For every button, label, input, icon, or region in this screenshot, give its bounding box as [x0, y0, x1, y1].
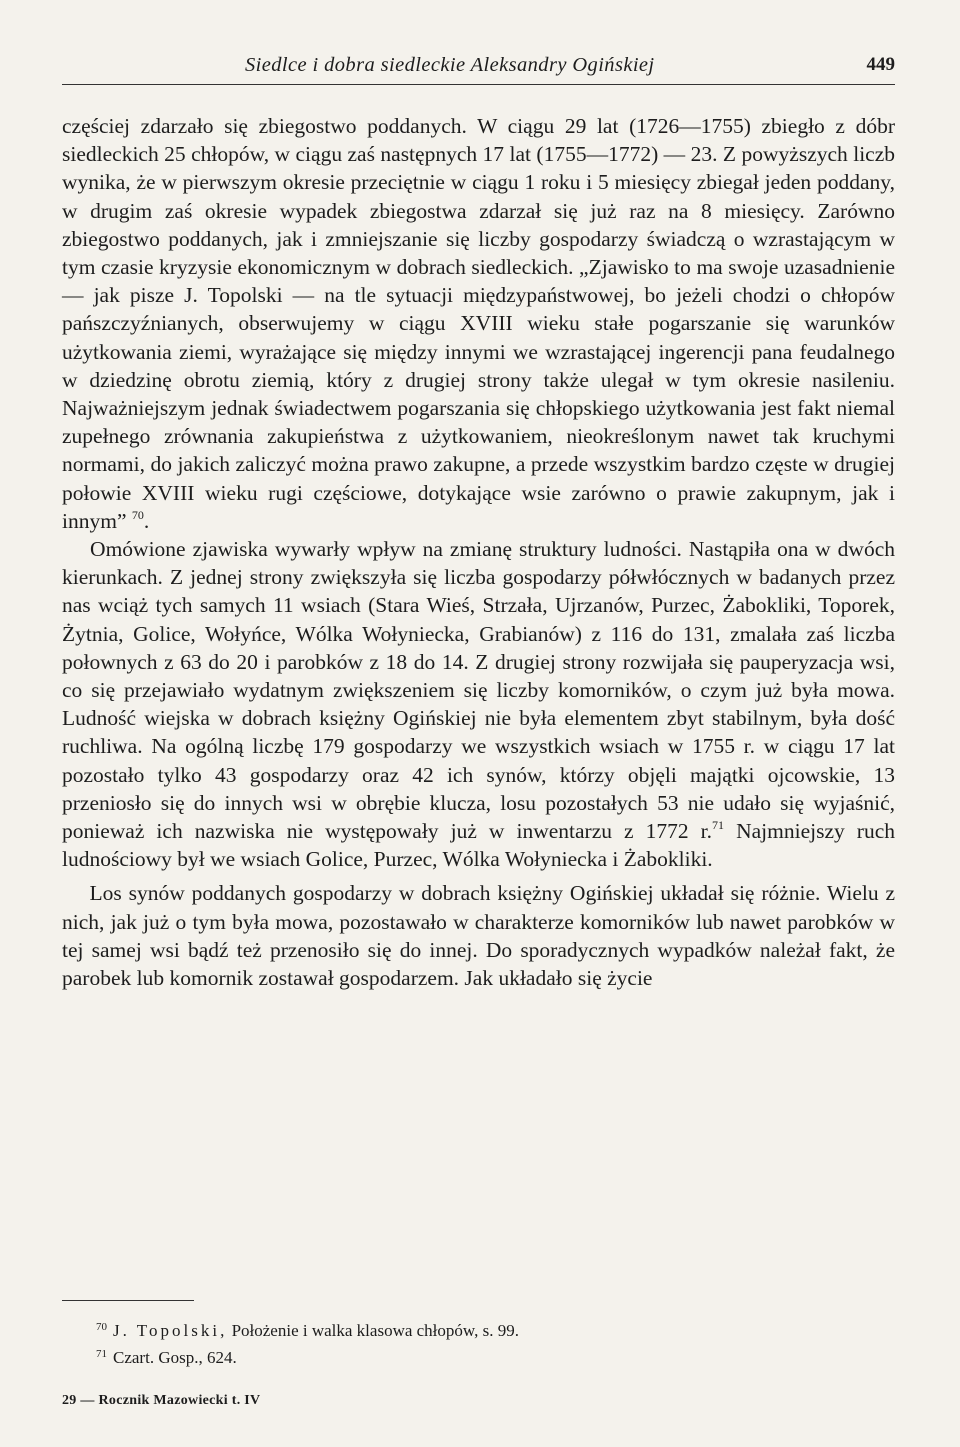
footnote-70 [96, 1316, 876, 1343]
footnote-number: 70 [96, 1321, 107, 1333]
footnote-text: Czart. Gosp., 624. [113, 1347, 237, 1367]
running-title: Siedlce i dobra siedleckie Aleksandry Ogińskiej [245, 54, 655, 76]
footnote-ref-71: 71 [712, 818, 725, 833]
paragraph-2 [62, 535, 895, 873]
paragraph-3-text: Los synów poddanych gospodarzy w dobrach księżny Ogińskiej układał się różnie. Wielu z nich, jak już o tym była mowa, pozostawało w charakterze komorników lub nawet parobków w tej samej wsi bądź też przenosiło się do innej. Do sporadycznych wypadków należał fakt, że parobek lub komornik zostawał gospodarzem. Jak układało się życie [62, 881, 896, 991]
page-number: 449 [866, 54, 895, 75]
footnote-text: Położenie i walka klasowa chłopów, s. 99. [231, 1321, 519, 1340]
paragraph-1-text: częściej zdarzało się zbiegostwo poddanych. W ciągu 29 lat (1726—1755) zbiegło z dóbr siedleckich 25 chłopów, w ciągu zaś następnych 17 lat (1755—1772) — 23. Z powyższych liczb wynika, że w pierwszym okresie przeciętnie w ciągu 1 roku i 5 miesięcy zbiegał jeden poddany, w drugim zaś okresie wypadek zbiegostwa zdarzał się już raz na 8 miesięcy. Zarówno zbiegostwo poddanych, jak i zmniejszanie się liczby gospodarzy świadczą o wzrastającym w tym czasie kryzysie ekonomicznym w dobrach siedleckich. „Zjawisko to ma swoje uzasadnienie — jak pisze J. Topolski — na tle sytuacji międzypaństwowej, bo jeżeli chodzi o chłopów pańszczyźnianych, obserwujemy w ciągu XVIII wieku stałe pogarszanie się warunków użytkowania ziemi, wyrażające się między innymi we wzrastającej ingerencji pana feudalnego w dziedzinę obrotu ziemią, który z drugiej strony także ulegał w tym okresie nasileniu. Najważniejszym jednak świadectwem pogarszania się chłopskiego użytkowania jest fakt niemal zupełnego zrównania zakupieństwa z użytkowaniem, nieokreślonym nawet tak kruchymi normami, do jakich zaliczyć można prawo zakupne, a przede wszystkim bardzo częste w drugiej połowie XVIII wieku rugi częściowe, dotykające wsie zarówno o prawie zakupnym, jak i innym” [62, 114, 895, 533]
footnote-71 [96, 1343, 876, 1370]
footnotes [96, 1316, 876, 1369]
footnote-ref-70: 70 [131, 507, 144, 522]
paragraph-1: częściej zdarzało się zbiegostwo poddanych. W ciągu 29 lat (1726—1755) zbiegło z dóbr siedleckich 25 chłopów, w ciągu zaś następnych 17 lat (1755—1772) — 23. Z powyższych liczb wynika, że w pierwszym okresie przeciętnie w ciągu 1 roku i 5 miesięcy zbiegał jeden poddany, w drugim zaś okresie wypadek zbiegostwa zdarzał się już raz na 8 miesięcy. Zarówno zbiegostwo poddanych, jak i zmniejszanie się liczby gospodarzy świadczą o wzrastającym w tym czasie kryzysie ekonomicznym w dobrach siedleckich. „Zjawisko to ma swoje uzasadnienie — jak pisze J. Topolski — na tle sytuacji międzypaństwowej, bo jeżeli chodzi o chłopów pańszczyźnianych, obserwujemy w ciągu XVIII wieku stałe pogarszanie się warunków użytkowania ziemi, wyrażające się między innymi we wzrastającej ingerencji pana feudalnego w dziedzinę obrotu ziemią, który z drugiej strony także ulegał w tym okresie nasileniu. Najważniejszym jednak świadectwem pogarszania się chłopskiego użytkowania jest fakt niemal zupełnego zrównania zakupieństwa z użytkowaniem, nieokreślonym nawet tak kruchymi normami, do jakich zaliczyć można prawo zakupne, a przede wszystkim bardzo częste w drugiej połowie XVIII wieku rugi częściowe, dotykające wsie zarówno o prawie zakupnym, jak i innym” $^{70}$. [62, 114, 895, 533]
footnote-number: 71 [96, 1347, 107, 1360]
footnote-author: J. Topolski, [113, 1321, 228, 1340]
paragraph-3 [62, 879, 895, 992]
running-header [62, 50, 895, 85]
paragraph-2-tail: Najmniejszy ruch ludnościowy był we wsiach Golice, Purzec, Wólka Wołyniecka i Żabokliki. [62, 819, 895, 872]
paragraph-2-text: Omówione zjawiska wywarły wpływ na zmianę struktury ludności. Nastąpiła ona w dwóch kierunkach. Z jednej strony zwiększyła się liczba gospodarzy półwłócznych w badanych przez nas wciąż tych samych 11 wsiach (Stara Wieś, Strzała, Ujrzanów, Purzec, Żabokliki, Toporek, Żytnia, Golice, Wołyńce, Wólka Wołyniecka, Grabianów) z 116 do 131, zmalała zaś liczba połownych z 63 do 20 i parobków z 18 do 14. Z drugiej strony rozwijała się pauperyzacja wsi, co się przejawiało wydatnym zwiększeniem się liczby komorników, o czym już była mowa. Ludność wiejska w dobrach księżny Ogińskiej nie była elementem zbyt stabilnym, była dość ruchliwa. Na ogólną liczbę 179 gospodarzy we wszystkich wsiach w 1755 r. w ciągu 17 lat pozostało tylko 43 gospodarzy oraz 42 ich synów, którzy objęli majątki ojcowskie, 13 przeniosło się do innych wsi w obrębie klucza, losu pozostałych 53 nie udało się wyjaśnić, ponieważ ich nazwiska nie występowały już w inwentarzu z 1772 r. [62, 537, 895, 844]
footnote-separator [62, 1300, 194, 1301]
body-text [62, 112, 895, 992]
printer-signature: 29 — Rocznik Mazowiecki t. IV [62, 1393, 261, 1408]
